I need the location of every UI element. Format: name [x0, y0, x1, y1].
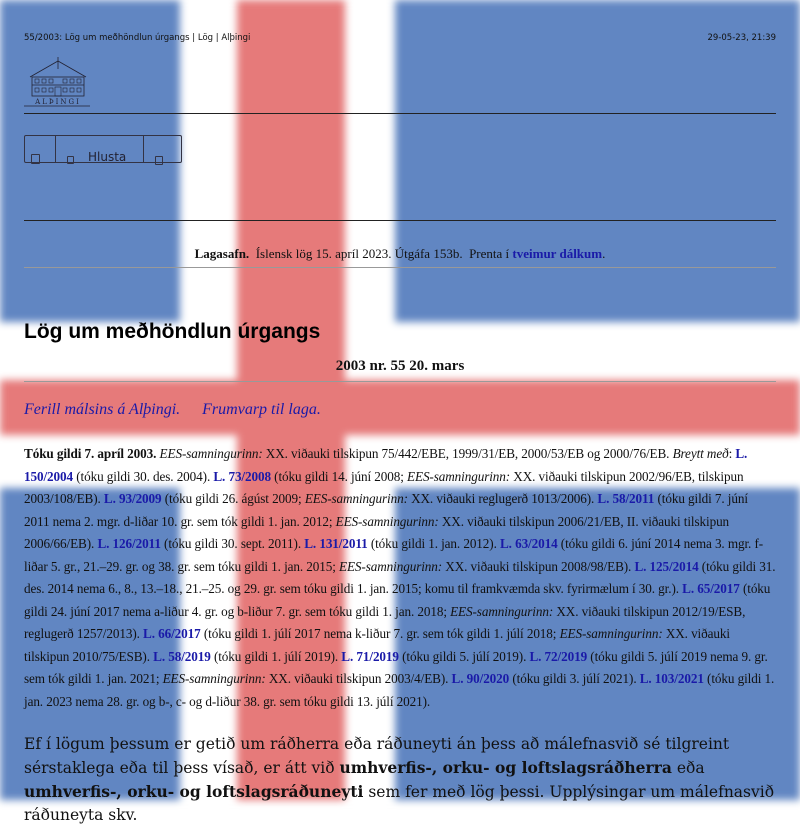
amendment-law-link[interactable]: L. 93/2009 [103, 491, 162, 506]
ferill-link[interactable]: Ferill málsins á Alþingi. [24, 401, 181, 418]
amendment-text: (tóku gildi 3. júlí 2021). [509, 671, 640, 686]
amendment-text: XX. viðauki tilskipun 2003/4/EB). [265, 671, 452, 686]
amendment-law-link[interactable]: L. 131/2011 [304, 536, 368, 551]
amendment-text: (tóku gildi 1. júlí 2019). [210, 648, 342, 664]
amendments-paragraph [24, 443, 776, 713]
print-datetime: 29-05-23, 21:39 [707, 33, 776, 43]
minister-name: umhverfis-, orku- og loftslagsráðherra [339, 758, 672, 777]
amendment-text: XX. viðauki tilskipun 75/442/EBE, 1999/31/EB, 2000/53/EB og 2000/76/EB. [262, 446, 673, 461]
amendment-law-link[interactable]: L. 65/2017 [682, 581, 740, 596]
amendment-text: (tóku gildi 31. des. 2014 nema 6., 8., 13.–18., 21.–25. og 29. gr. sem tóku gildi 1. jan. 2015; komu til framkvæmda skv. fyrirmælum í 30. gr.). [24, 558, 776, 596]
settings-icon[interactable] [155, 156, 163, 165]
amendment-law-link[interactable]: L. 71/2019 [341, 648, 399, 664]
ministry-name: umhverfis-, orku- og loftslagsráðuneyti [24, 782, 364, 801]
amendment-text: EES-samningurinn: [162, 671, 266, 686]
amendment-text: XX. viðauki tilskipun 2006/21/EB, II. viðauki tilskipun 2006/66/EB). [24, 513, 730, 551]
amendment-text: XX. viðauki tilskipun 2012/19/ESB, reglugerð 1257/2013). [24, 603, 746, 641]
amendment-text: EES-samningurinn: [159, 446, 263, 461]
amendment-law-link[interactable]: L. 72/2019 [529, 648, 588, 664]
print-label: Prenta í [469, 246, 510, 261]
amendment-text: (tóku gildi 30. sept. 2011). [160, 536, 305, 551]
amendment-text: EES-samningurinn: [304, 491, 408, 506]
divider [24, 220, 776, 221]
speaker-icon[interactable] [67, 156, 74, 164]
punctuation: . [602, 246, 606, 261]
lagasafn-label: Lagasafn. [194, 246, 250, 261]
amendment-law-link[interactable]: L. 103/2021 [639, 671, 704, 686]
amendment-text: Breytt með [672, 446, 729, 461]
amendment-text: (tóku gildi 30. des. 2004). [73, 468, 214, 484]
amendment-text: (tóku gildi 1. jan. 2023 nema 28. gr. og b-, c- og d-liður 38. gr. sem tóku gildi 13. júlí 2021). [24, 671, 775, 709]
two-columns-link[interactable]: tveimur dálkum [512, 246, 603, 261]
amendment-text: XX. viðauki tilskipun 2010/75/ESB). [24, 626, 730, 664]
amendment-law-link[interactable]: L. 66/2017 [143, 626, 201, 641]
amendment-text: : [728, 446, 736, 461]
ferill-links [24, 401, 339, 419]
divider [24, 381, 776, 382]
amendment-text: EES-samningurinn: [559, 626, 663, 641]
intro-text: eða [671, 759, 705, 777]
amendment-law-link[interactable]: L. 90/2020 [451, 671, 510, 686]
amendment-text: XX. viðauki tilskipun 2002/96/EB, tilskipun 2003/108/EB). [24, 468, 744, 506]
lagasafn-info [0, 246, 800, 262]
intro-paragraph [24, 733, 776, 827]
amendment-text: (tóku gildi 7. júní 2011 nema 2. mgr. d-liðar 10. gr. sem tók gildi 1. jan. 2012; [24, 491, 748, 529]
amendment-text: (tóku gildi 1. jan. 2012). [367, 536, 500, 551]
play-icon[interactable] [31, 154, 40, 164]
edition-info: Íslensk lög 15. apríl 2023. Útgáfa 153b. [255, 246, 463, 261]
page-header [24, 33, 776, 43]
amendment-law-link[interactable]: L. 150/2004 [24, 446, 748, 484]
intro-text: Ef í lögum þessum er getið um ráðherra eða ráðuneyti án þess að málefnasvið sé tilgreint sérstaklega eða til þess vísað, er átt við [24, 735, 730, 777]
amendment-text: XX. viðauki reglugerð 1013/2006). [407, 491, 598, 506]
amendment-text: (tóku gildi 14. júní 2008; [270, 468, 408, 484]
amendment-law-link[interactable]: L. 126/2011 [97, 536, 161, 551]
amendment-text: XX. viðauki tilskipun 2008/98/EB). [442, 558, 635, 574]
amendment-text: (tóku gildi 6. júní 2014 nema 3. mgr. f-liðar 5. gr., 21.–29. gr. og 38. gr. sem tóku gildi 1. jan. 2015; [24, 536, 764, 574]
intro-text: sem fer með lög þessi. Upplýsingar um málefnasvið ráðuneyta skv. [24, 783, 775, 824]
amendment-law-link[interactable]: L. 58/2019 [153, 648, 211, 664]
amendment-text: EES-samningurinn: [335, 513, 439, 529]
divider [24, 113, 776, 114]
logo-text: ALÞINGI [35, 98, 81, 106]
amendment-text: EES-samningurinn: [407, 468, 511, 484]
amendment-law-link[interactable]: L. 63/2014 [499, 536, 558, 551]
divider [24, 267, 776, 268]
page-title-header: 55/2003: Lög um meðhöndlun úrgangs | Lög | Alþingi [24, 33, 251, 43]
althingi-logo[interactable] [24, 55, 92, 107]
amendment-text: (tóku gildi 1. júlí 2017 nema k-liður 7. gr. sem tók gildi 1. júlí 2018; [200, 626, 560, 641]
amendment-law-link[interactable]: L. 58/2011 [597, 491, 655, 506]
amendment-text: EES-samningurinn: [450, 603, 554, 619]
law-title: Lög um meðhöndlun úrgangs [24, 320, 321, 343]
amendment-law-link[interactable]: L. 73/2008 [213, 468, 271, 484]
law-number: 2003 nr. 55 20. mars [335, 358, 465, 374]
listen-button[interactable]: Hlusta [88, 150, 127, 164]
amendment-text: (tóku gildi 5. júlí 2019 nema 9. gr. sem tók gildi 1. jan. 2021; [24, 648, 768, 686]
amendment-text: (tóku gildi 5. júlí 2019). [398, 648, 530, 664]
audio-player[interactable] [24, 135, 182, 163]
amendment-text: (tóku gildi 24. júní 2017 nema a-liður 4. gr. og b-liður 7. gr. sem tóku gildi 1. jan. 2018; [24, 581, 771, 619]
frumvarp-link[interactable]: Frumvarp til laga. [202, 401, 321, 418]
amendment-law-link[interactable]: L. 125/2014 [634, 558, 699, 574]
amendment-text: (tóku gildi 26. ágúst 2009; [161, 491, 305, 506]
amendment-text: EES-samningurinn: [339, 558, 443, 574]
effective-date: Tóku gildi 7. apríl 2003. [24, 446, 160, 461]
